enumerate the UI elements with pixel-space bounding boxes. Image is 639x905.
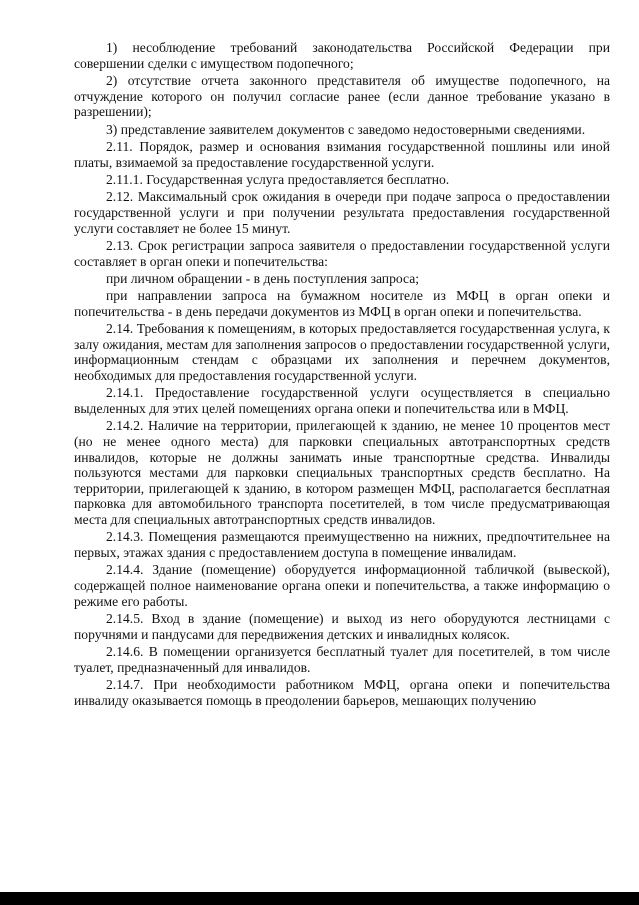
- paragraph-2-14: 2.14. Требования к помещениям, в которых предоставляется государственная услуга, к залу ожидания, местам для заполнения запросов о предоставлении государственной услуги, информационным стендам с образцами их заполнения и перечнем документов, необходимых для предоставления государственной услуги.: [74, 321, 610, 384]
- paragraph-2-14-6: 2.14.6. В помещении организуется бесплатный туалет для посетителей, в том числе туалет, предназначенный для инвалидов.: [74, 643, 610, 675]
- paragraph-2-14-5: 2.14.5. Вход в здание (помещение) и выход из него оборудуются лестницами с поручнями и пандусами для передвижения детских и инвалидных колясок.: [74, 610, 610, 642]
- paragraph-3: 3) представление заявителем документов с заведомо недостоверными сведениями.: [106, 121, 586, 137]
- paragraph-2-11-1: 2.11.1. Государственная услуга предоставляется бесплатно.: [106, 171, 450, 187]
- paragraph-1: 1) несоблюдение требований законодательства Российской Федерации при совершении сделки с имуществом подопечного;: [74, 40, 610, 71]
- paragraph-2-14-3: 2.14.3. Помещения размещаются преимущественно на нижних, предпочтительнее на первых, этажах здания с предоставлением доступа в помещение инвалидам.: [74, 529, 610, 560]
- paragraph-2-14-4: 2.14.4. Здание (помещение) оборудуется информационной табличкой (вывеской), содержащей полное наименование органа опеки и попечительства, а также информацию о режиме его работы.: [74, 562, 610, 609]
- document-body: [74, 40, 610, 710]
- paragraph-2-11: 2.11. Порядок, размер и основания взимания государственной пошлины или иной платы, взимаемой за предоставление государственной услуги.: [74, 138, 610, 170]
- paragraph-personal-request: при личном обращении - в день поступления запроса;: [106, 270, 420, 286]
- paragraph-paper-request: при направлении запроса на бумажном носителе из МФЦ в орган опеки и попечительства - в день передачи документов из МФЦ в орган опеки и попечительства.: [74, 288, 610, 319]
- paragraph-2-14-7: 2.14.7. При необходимости работником МФЦ, органа опеки и попечительства инвалиду оказывается помощь в преодолении барьеров, мешающих получению: [74, 676, 610, 708]
- paragraph-2-13: 2.13. Срок регистрации запроса заявителя о предоставлении государственной услуги составляет в орган опеки и попечительства:: [74, 237, 610, 269]
- scan-bottom-edge: [0, 892, 639, 905]
- paragraph-2-14-1: 2.14.1. Предоставление государственной услуги осуществляется в специально выделенных для этих целей помещениях органа опеки и попечительства или в МФЦ.: [74, 385, 610, 417]
- paragraph-2-14-2: 2.14.2. Наличие на территории, прилегающей к зданию, не менее 10 процентов мест (но не менее одного места) для парковки специальных автотранспортных средств инвалидов, которые не должны занимать иные транспортные средства. Инвалиды пользуются местами для парковки специальных транспортных средств бесплатно. На территории, прилегающей к зданию, в котором размещен МФЦ, располагается бесплатная парковка для автомобильного транспорта посетителей, в том числе предусматривающая места для специальных автотранспортных средств инвалидов.: [74, 418, 610, 527]
- paragraph-2-12: 2.12. Максимальный срок ожидания в очереди при подаче запроса о предоставлении государственной услуги и при получении результата предоставления государственной услуги составляет не более 15 минут.: [74, 189, 610, 236]
- paragraph-2: 2) отсутствие отчета законного представителя об имуществе подопечного, на отчуждение которого он получил согласие ранее (если данное требование указано в разрешении);: [74, 72, 610, 120]
